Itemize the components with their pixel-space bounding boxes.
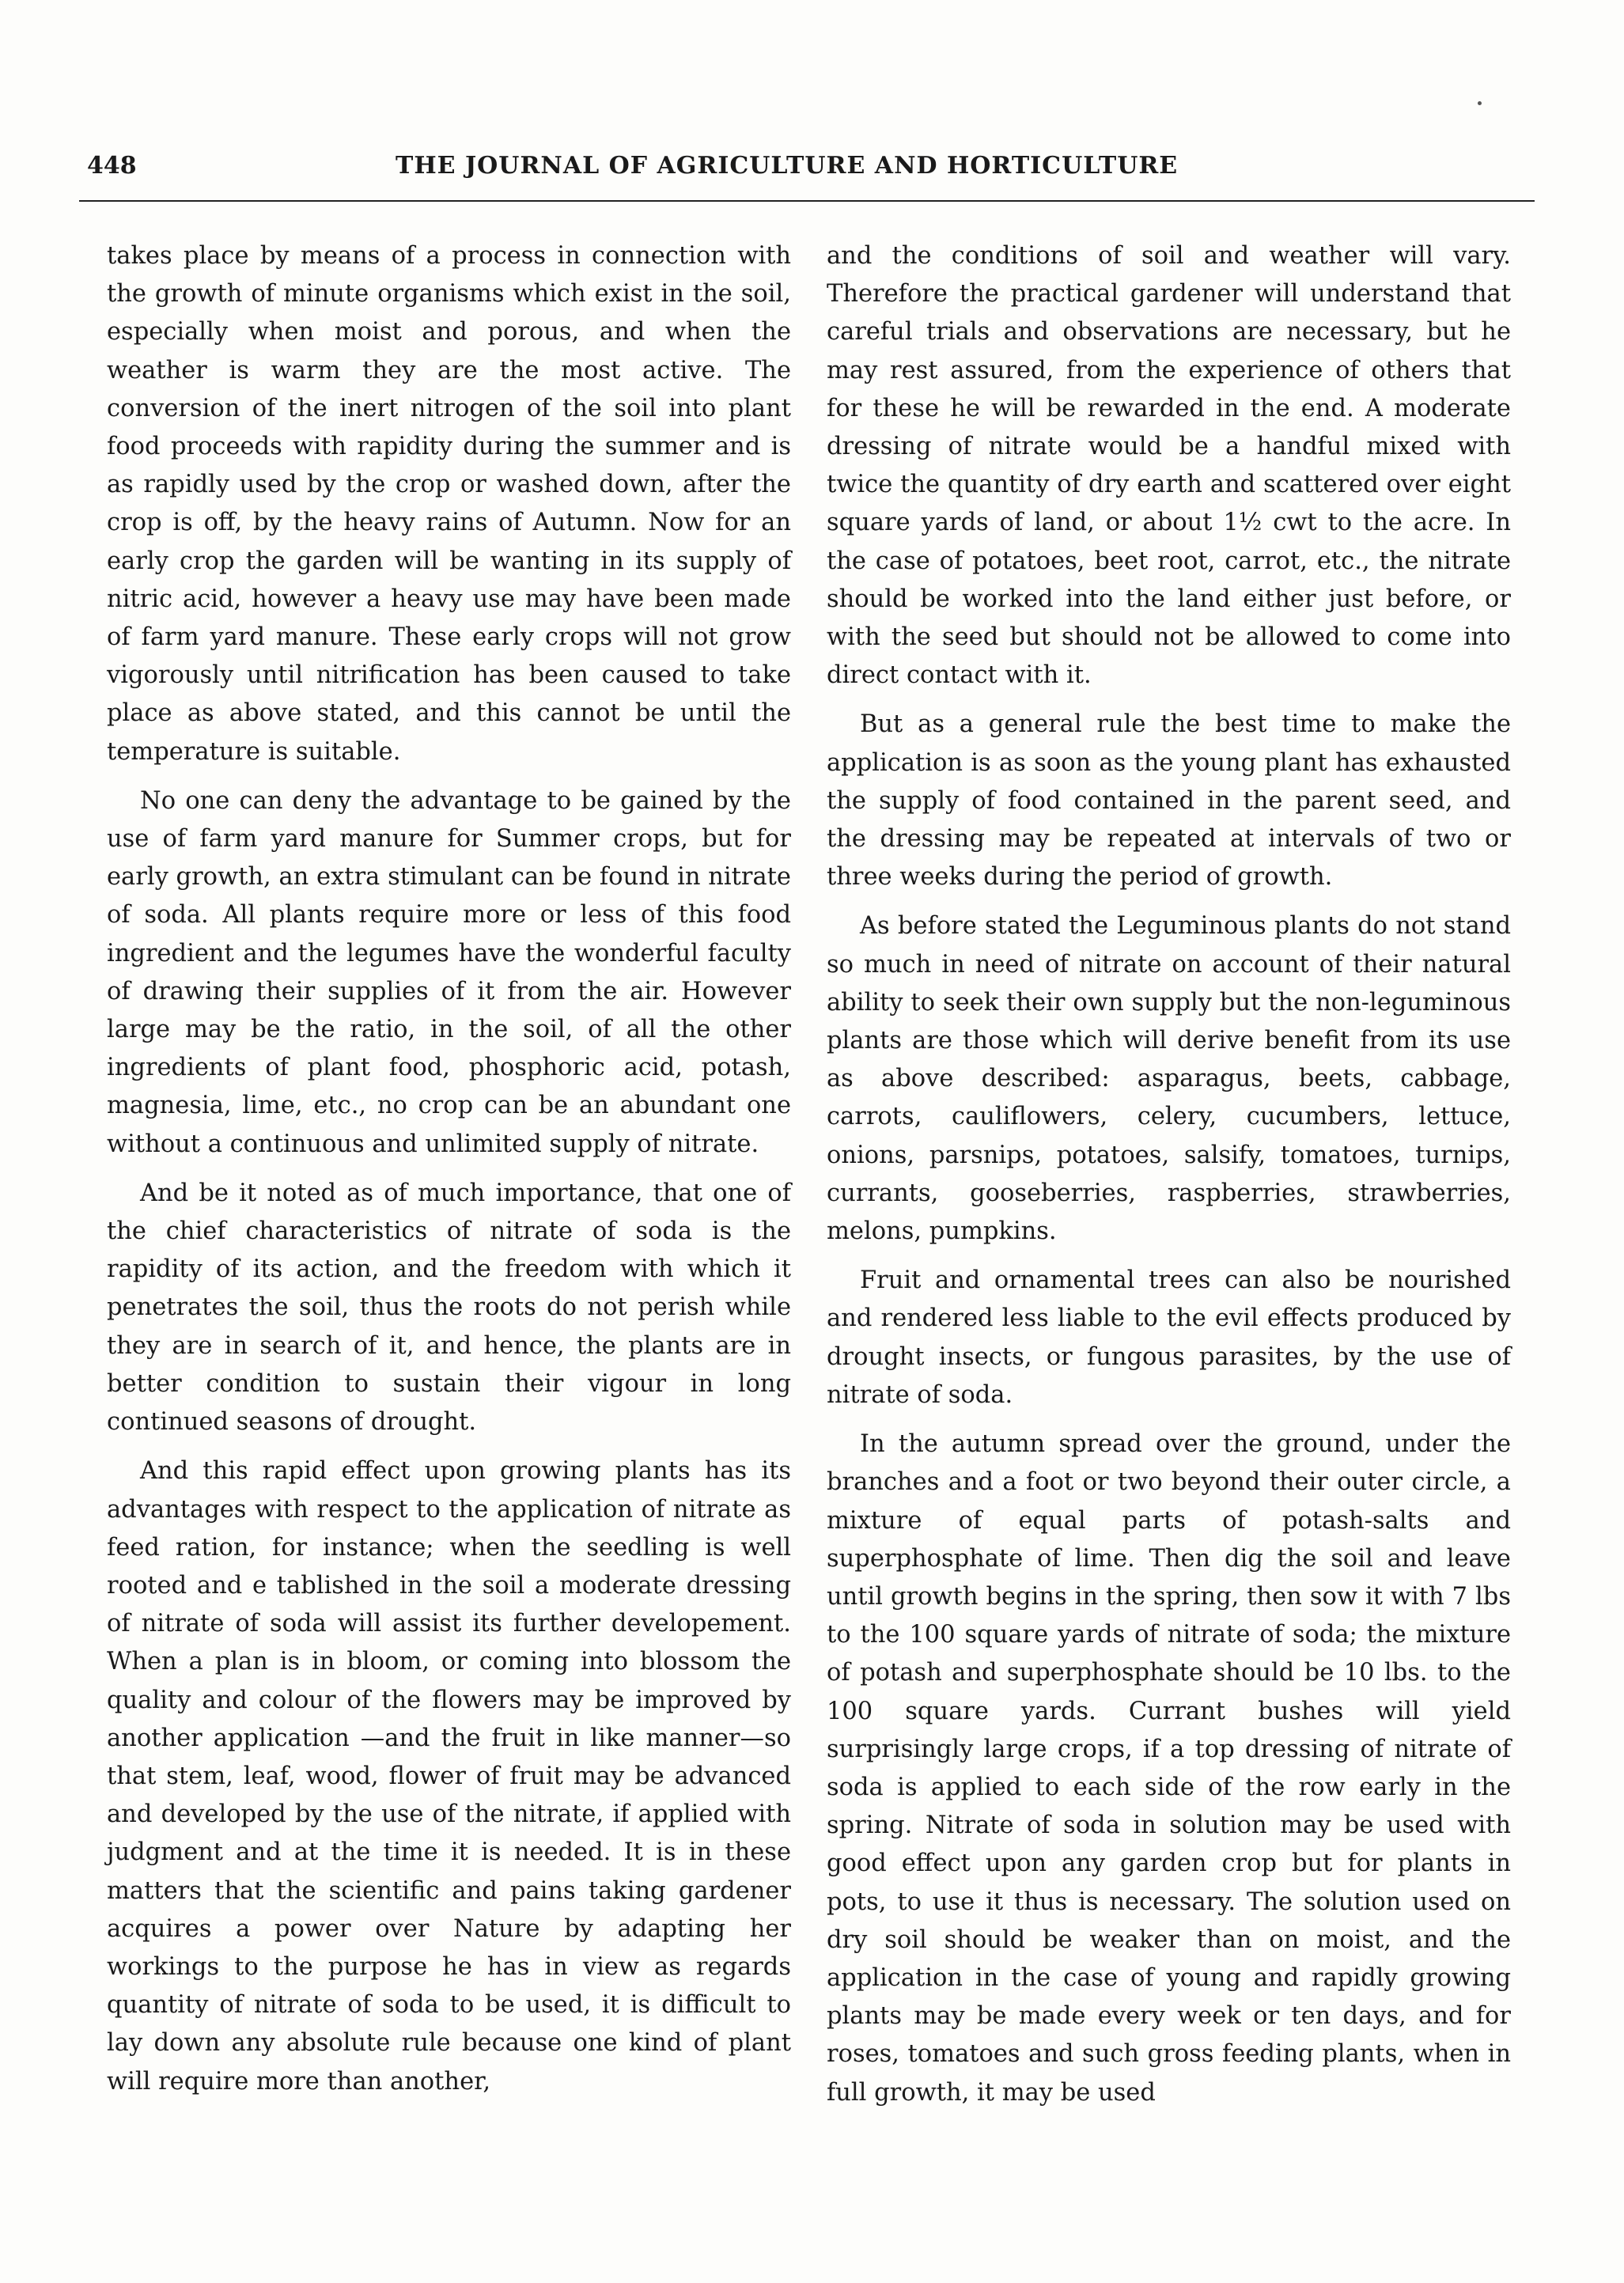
page-header xyxy=(79,149,1535,193)
paragraph: takes place by means of a process in connection with the growth of minute organisms which exist in the soil, especially when moist and porous, and when the weather is warm they are the most active. The conversion of the inert nitrogen of the soil into plant food proceeds with rapidity during the summer and is as rapidly used by the crop or washed down, after the crop is off, by the heavy rains of Autumn. Now for an early crop the garden will be wanting in its supply of nitric acid, however a heavy use may have been made of farm yard manure. These early crops will not grow vigorously until nitrification has been caused to take place as above stated, and this cannot be until the temperature is suitable. xyxy=(107,242,791,766)
paragraph: And be it noted as of much importance, that one of the chief characteristics of nitrate of soda is the rapidity of its action, and the freedom with which it penetrates the soil, thus the roots do not perish while they are in search of it, and hence, the plants are in better condition to sustain their vigour in long continued seasons of drought. xyxy=(107,1179,791,1437)
paragraph: and the conditions of soil and weather will vary. Therefore the practical gardener will understand that careful trials and observations are necessary, but he may rest assured, from the experience of others that for these he will be rewarded in the end. A moderate dressing of nitrate would be a handful mixed with twice the quantity of dry earth and scattered over eight square yards of land, or about 1½ cwt to the acre. In the case of potatoes, beet root, carrot, etc., the nitrate should be worked into the land either just before, or with the seed but should not be allowed to come into direct contact with it. xyxy=(827,242,1511,690)
paragraph: Fruit and ornamental trees can also be nourished and rendered less liable to the evil effects produced by drought insects, or fungous parasites, by the use of nitrate of soda. xyxy=(827,1266,1511,1409)
paragraph: As before stated the Leguminous plants do not stand so much in need of nitrate on account of their natural ability to seek their own supply but the non-leguminous plants are those which will derive benefit from its use as above described: asparagus, beets, cabbage, carrots, cauliflowers, celery, cucumbers, lettuce, onions, parsnips, potatoes, salsify, tomatoes, turnips, currants, gooseberries, raspberries, strawberries, melons, pumpkins. xyxy=(827,912,1511,1246)
ink-speck xyxy=(1478,101,1482,105)
left-column xyxy=(107,237,791,2112)
paragraph: But as a general rule the best time to make the application is as soon as the young plant has exhausted the supply of food contained in the parent seed, and the dressing may be repeated at intervals of two or three weeks during the period of growth. xyxy=(827,710,1511,892)
header-rule xyxy=(79,200,1535,202)
paragraph: No one can deny the advantage to be gained by the use of farm yard manure for Summer crops, but for early growth, an extra stimulant can be found in nitrate of soda. All plants require more or less of this food ingredient and the legumes have the wonderful faculty of drawing their supplies of it from the air. However large may be the ratio, in the soil, of all the other ingredients of plant food, phosphoric acid, potash, magnesia, lime, etc., no crop can be an abundant one without a continuous and unlimited supply of nitrate. xyxy=(107,786,791,1158)
right-column xyxy=(827,237,1511,2123)
journal-title: THE JOURNAL OF AGRICULTURE AND HORTICULTURE xyxy=(396,152,1179,180)
paragraph: In the autumn spread over the ground, under the branches and a foot or two beyond their outer circle, a mixture of equal parts of potash-salts and superphosphate of lime. Then dig the soil and leave until growth begins in the spring, then sow it with 7 lbs to the 100 square yards of nitrate of soda; the mixture of potash and superphosphate should be 10 lbs. to the 100 square yards. Currant bushes will yield surprisingly large crops, if a top dressing of nitrate of soda is applied to each side of the row early in the spring. Nitrate of soda in solution may be used with good effect upon any garden crop but for plants in pots, to use it thus is necessary. The solution used on dry soil should be weaker than on moist, and the application in the case of young and rapidly growing plants may be made every week or ten days, and for roses, tomatoes and such gross feeding plants, when in full growth, it may be used xyxy=(827,1430,1511,2107)
page-number: 448 xyxy=(87,152,137,180)
paragraph: And this rapid effect upon growing plants has its advantages with respect to the application of nitrate as feed ration, for instance; when the seedling is well rooted and e tablished in the soil a moderate dressing of nitrate of soda will assist its further developement. When a plan is in bloom, or coming into blossom the quality and colour of the flowers may be improved by another application —and the fruit in like manner—so that stem, leaf, wood, flower of fruit may be advanced and developed by the use of the nitrate, if applied with judgment and at the time it is needed. It is in these matters that the scientific and pains taking gardener acquires a power over Nature by adapting her workings to the purpose he has in view as regards quantity of nitrate of soda to be used, it is difficult to lay down any absolute rule because one kind of plant will require more than another, xyxy=(107,1457,791,2096)
